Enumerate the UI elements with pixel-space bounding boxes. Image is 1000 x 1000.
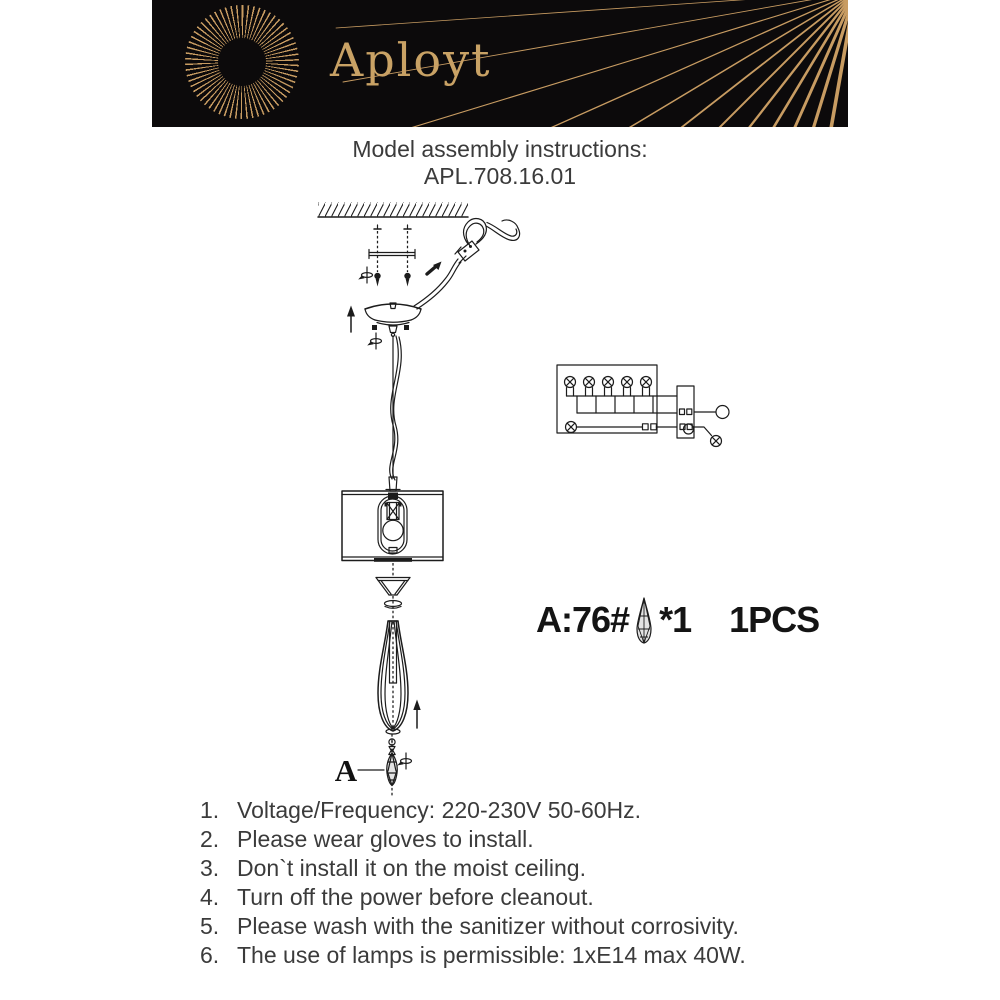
item-text: Voltage/Frequency: 220-230V 50-60Hz. bbox=[237, 797, 642, 823]
lamp-symbol bbox=[584, 377, 595, 388]
item-text: The use of lamps is permissible: 1xE14 max 40W. bbox=[237, 942, 746, 968]
item-number: 4. bbox=[200, 884, 220, 910]
rotation-symbol bbox=[397, 753, 411, 769]
item-text: Please wash with the sanitizer without corrosivity. bbox=[237, 913, 739, 939]
title-line1: Model assembly instructions: bbox=[352, 136, 648, 162]
lamp-symbol bbox=[622, 377, 633, 388]
lamp-symbol bbox=[565, 377, 576, 388]
ceiling-canopy bbox=[365, 303, 421, 336]
item-text: Turn off the power before cleanout. bbox=[237, 884, 594, 910]
lamp-symbol bbox=[711, 436, 722, 447]
item-number: 5. bbox=[200, 913, 220, 939]
crystal-drop-assembly bbox=[335, 734, 397, 796]
ceiling-hatch bbox=[318, 202, 468, 217]
glass-teardrop bbox=[378, 621, 408, 734]
crystal-drop-icon bbox=[635, 596, 653, 644]
light-bulb bbox=[383, 520, 403, 540]
package-count: 1PCS bbox=[729, 599, 820, 640]
item-number: 6. bbox=[200, 942, 220, 968]
part-a-pointer-label: A bbox=[334, 753, 358, 788]
model-number: APL.708.16.01 bbox=[423, 163, 577, 189]
item-number: 3. bbox=[200, 855, 220, 881]
item-text: Please wear gloves to install. bbox=[237, 826, 534, 852]
part-quantity: *1 bbox=[659, 599, 692, 640]
part-code: A:76# bbox=[536, 599, 630, 640]
instruction-item bbox=[200, 825, 880, 854]
instruction-item bbox=[200, 854, 880, 883]
lamp-symbol bbox=[641, 377, 652, 388]
lamp-socket bbox=[385, 503, 402, 520]
switch-symbol bbox=[716, 406, 729, 419]
rotation-symbol bbox=[358, 267, 372, 283]
lamp-symbol bbox=[566, 422, 577, 433]
up-arrow-teardrop bbox=[413, 700, 420, 729]
instruction-item bbox=[200, 796, 880, 825]
instruction-list bbox=[200, 796, 880, 970]
lamp-symbol bbox=[603, 377, 614, 388]
instruction-item bbox=[200, 912, 880, 941]
screw-position-marker bbox=[372, 325, 377, 330]
lamp-shade bbox=[342, 477, 443, 562]
instruction-item bbox=[200, 883, 880, 912]
power-cord-connector bbox=[414, 219, 520, 309]
item-text: Don`t install it on the moist ceiling. bbox=[237, 855, 586, 881]
item-number: 1. bbox=[200, 797, 220, 823]
screw-position-marker bbox=[404, 325, 409, 330]
rotation-symbol bbox=[367, 333, 381, 349]
instruction-item bbox=[200, 941, 880, 970]
item-number: 2. bbox=[200, 826, 220, 852]
shade-finial bbox=[388, 493, 398, 500]
cone-finial bbox=[376, 578, 410, 596]
parts-label bbox=[536, 594, 819, 646]
brand-name: Aployt bbox=[330, 33, 492, 87]
suspension-cable bbox=[390, 336, 402, 480]
wiring-diagram bbox=[557, 365, 729, 447]
up-arrow-canopy bbox=[347, 306, 355, 333]
